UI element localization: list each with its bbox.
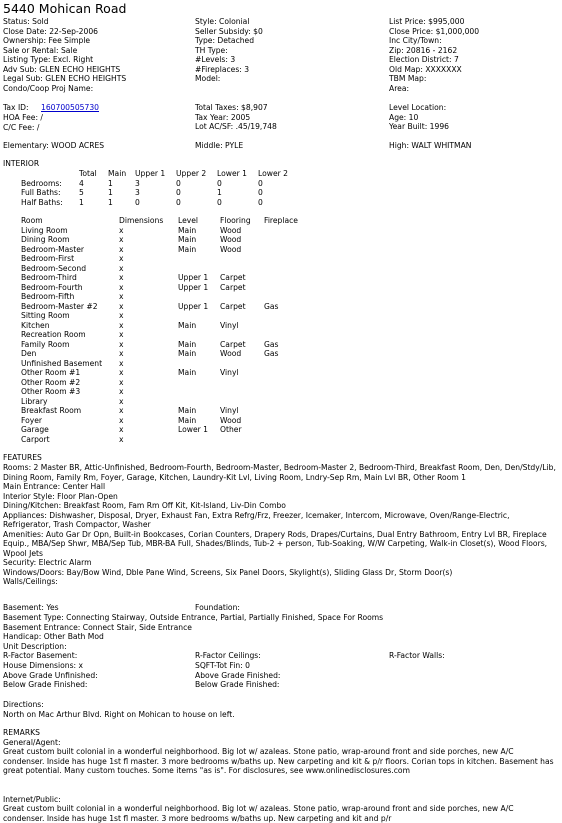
header-field: Election District: 7 [389,55,459,64]
table-cell: x [119,225,124,235]
header-field: Legal Sub: GLEN ECHO HEIGHTS [3,74,127,83]
tax-id-field [3,103,99,113]
feature-line: Interior Style: Floor Plan-Open [3,491,118,501]
table-cell: Bedroom-First [21,254,75,263]
feature-line: Amenities: Auto Gar Dr Opn, Built-in Bookcases, Corian Counters, Drapery Rods, Drapes/Curtains, Dual Entry Bathroom, Entry Lvl BR, Fireplace Equip., MBA/Sep Shwr, MBA/Sep Tub, MBR-BA Full, Shades/Blinds, Tub-2 + person, Tub-Soaking, W/W Carpeting, Walk-in Closet(s), Wood Floors, Wpool Jets [3,529,548,558]
general-agent-heading: General/Agent: [3,738,61,747]
table-cell: 0 [176,178,181,188]
table-cell: 3 [135,188,140,197]
table-cell: 0 [176,188,181,197]
table-cell: Upper 1 [178,301,209,311]
header-field: TH Type: [195,45,228,55]
tax-id-label: Tax ID: [3,103,29,112]
rfactor-ceilings-field: R-Factor Ceilings: [195,651,261,660]
basement-type-field: Basement Type: Connecting Stairway, Outside Entrance, Partial, Partially Finished, Space For Rooms [3,613,384,622]
table-cell: Wood [220,349,242,358]
basement-field: Basement: Yes [3,603,59,612]
table-cell: 0 [258,188,263,197]
table-cell: Bedroom-Third [21,273,77,282]
directions-heading: Directions: [3,700,44,709]
table-cell: x [119,263,124,273]
table-cell: Main [178,244,197,254]
tax-field: Year Built: 1996 [389,122,450,131]
header-field: Area: [389,83,410,93]
table-cell: Gas [264,301,279,311]
table-cell: x [119,377,124,387]
table-cell: Lower 1 [178,425,208,434]
table-cell: x [119,330,124,339]
table-cell: x [119,311,124,320]
table-cell: Kitchen [21,320,50,330]
table-cell: Main [178,235,197,244]
table-cell: x [119,349,124,358]
table-cell: 1 [108,188,113,197]
table-cell: Vinyl [220,368,239,377]
table-cell: Unfinished Basement [21,358,103,368]
table-cell: x [119,358,124,368]
table-cell: Carpet [220,339,246,349]
column-header: Total [79,169,97,178]
table-cell: Wood [220,415,242,425]
interior-heading: INTERIOR [3,159,40,168]
table-cell: 5 [79,188,84,197]
feature-line: Windows/Doors: Bay/Bow Wind, Dble Pane Wind, Screens, Six Panel Doors, Skylight(s), Sliding Glass Dr, Storm Door(s) [3,567,453,577]
header-field: Status: Sold [3,17,49,26]
table-cell: Main [178,225,197,235]
header-field: Adv Sub: GLEN ECHO HEIGHTS [3,64,121,74]
table-cell: x [119,320,124,330]
table-cell: 0 [176,197,181,207]
table-cell: Main [178,415,197,425]
column-header: Lower 1 [217,169,247,178]
table-cell: Main [178,368,197,377]
table-cell: x [119,244,124,254]
header-col-3 [389,17,479,93]
table-cell: 1 [217,188,222,197]
header-field: #Levels: 3 [195,55,236,64]
header-field: Seller Subsidy: $0 [195,26,263,36]
table-cell: x [119,396,124,406]
tax-field: Total Taxes: $8,907 [195,103,268,112]
column-header: Lower 2 [258,169,288,178]
table-cell: Library [21,396,48,406]
table-cell: Other [220,425,242,434]
table-cell: x [119,254,124,263]
tax-field: Age: 10 [389,112,419,122]
handicap-field: Handicap: Other Bath Mod [3,632,104,641]
header-field: TBM Map: [389,74,427,83]
table-cell: 1 [108,197,113,207]
table-cell: x [119,301,124,311]
header-col-1 [3,17,126,93]
table-cell: Main [178,349,197,358]
tax-col-2 [195,103,277,132]
school-high: High: WALT WHITMAN [389,141,472,150]
table-cell: x [119,282,124,292]
features-list [3,463,557,587]
feature-line: Walls/Ceilings: [3,577,58,586]
basement-entrance-field: Basement Entrance: Connect Stair, Side Entrance [3,623,192,632]
table-cell: x [119,387,124,396]
header-col-2 [195,17,263,84]
table-cell: Vinyl [220,406,239,415]
table-cell: 0 [258,197,263,207]
header-field: Zip: 20816 - 2162 [389,45,458,55]
rfactor-basement-field: R-Factor Basement: [3,651,78,660]
column-header: Main [108,169,127,178]
table-cell: Sitting Room [21,311,70,320]
table-cell: x [119,273,124,282]
feature-line: Main Entrance: Center Hall [3,482,106,491]
table-cell: Den [21,349,37,358]
table-cell: x [119,425,124,434]
tax-field: Lot AC/SF: .45/19,748 [195,122,277,131]
school-middle: Middle: PYLE [195,141,244,150]
header-field: Ownership: Fee Simple [3,36,91,45]
feature-line: Appliances: Dishwasher, Disposal, Dryer, Exhaust Fan, Extra Refrg/Frz, Freezer, Icemaker, Intercom, Microwave, Oven/Range-Electric, Refrigerator, Trash Compactor, Washer [3,510,510,529]
table-cell: Garage [21,425,49,434]
below-grade-unfinished-field: Below Grade Finished: [3,680,88,689]
table-cell: Vinyl [220,320,239,330]
table-cell: Bedroom-Master #2 [21,301,98,311]
table-cell: Recreation Room [21,330,86,339]
column-header: Flooring [220,216,251,225]
table-cell: x [119,292,124,301]
general-agent-text: Great custom built colonial in a wonderful neighborhood. Big lot w/ azaleas. Stone patio, wrap-around front and side porches, new A/C condenser. Inside has huge 1st fl master. 3 more bedrooms w/baths up. New carpeting and kit & p/r floors. Corian tops in kitchen. Basement has great potential. Many custom touches. Some items "as is". For disclosures, see www.onlinedisclosures.com [3,747,554,775]
table-cell: Bedrooms: [21,178,62,188]
internet-public-heading: Internet/Public: [3,795,61,804]
table-cell: Main [178,320,197,330]
table-cell: x [119,368,124,377]
header-field: Old Map: XXXXXXX [389,64,462,74]
table-cell: Other Room #3 [21,387,81,396]
tax-id-link[interactable]: 160700505730 [41,103,99,112]
column-header: Upper 2 [176,169,207,178]
header-field: #Fireplaces: 3 [195,64,250,74]
feature-line: Dining/Kitchen: Breakfast Room, Fam Rm Off Kit, Kit-Island, Liv-Din Combo [3,501,286,510]
feature-line: Security: Electric Alarm [3,558,92,567]
tax-field: Tax Year: 2005 [195,112,251,122]
table-cell: 0 [217,178,222,188]
above-grade-unfinished-field: Above Grade Unfinished: [3,671,98,680]
column-header: Room [21,216,43,225]
table-cell: x [119,406,124,415]
table-cell: Wood [220,235,242,244]
tax-field: C/C Fee: / [3,122,40,132]
table-cell: Full Baths: [21,188,61,197]
table-cell: Foyer [21,415,43,425]
directions-text: North on Mac Arthur Blvd. Right on Mohican to house on left. [3,710,235,719]
header-field: Condo/Coop Proj Name: [3,83,94,93]
table-cell: Family Room [21,339,70,349]
table-cell: Other Room #2 [21,377,81,387]
below-grade-finished-field: Below Grade Finished: [195,680,280,689]
column-header: Upper 1 [135,169,166,178]
header-field: List Price: $995,000 [389,17,465,26]
table-cell: 4 [79,178,84,188]
page-title: 5440 Mohican Road [3,1,127,16]
table-cell: Carpet [220,301,246,311]
table-cell: Upper 1 [178,282,209,292]
table-cell: Bedroom-Fifth [21,292,75,301]
table-cell: Bedroom-Second [21,263,87,273]
table-cell: Gas [264,339,279,349]
table-cell: Other Room #1 [21,368,81,377]
unit-description-field: Unit Description: [3,642,67,651]
column-header: Fireplace [264,216,298,225]
table-cell: Bedroom-Master [21,244,85,254]
table-cell: Carpet [220,273,246,282]
table-cell: Half Baths: [21,197,63,207]
column-header: Level [178,216,199,225]
school-elementary: Elementary: WOOD ACRES [3,141,105,150]
table-cell: Main [178,339,197,349]
table-cell: x [119,415,124,425]
table-cell: x [119,339,124,349]
table-cell: Main [178,406,197,415]
table-cell: 0 [135,197,140,207]
house-dimensions-field: House Dimensions: x [3,661,83,670]
foundation-field: Foundation: [195,603,240,612]
tax-col-1 [3,113,43,132]
table-cell: 1 [79,197,84,207]
header-field: Style: Colonial [195,17,250,26]
column-header: Dimensions [119,216,164,225]
table-cell: Gas [264,349,279,358]
table-cell: Carpet [220,282,246,292]
table-cell: 1 [108,178,113,188]
table-cell: x [119,235,124,244]
features-heading: FEATURES [3,453,42,462]
header-field: Listing Type: Excl. Right [3,55,94,64]
feature-line: Rooms: 2 Master BR, Attic-Unfinished, Bedroom-Fourth, Bedroom-Master, Bedroom-Master 2, Bedroom-Third, Breakfast Room, Den, Den/Stdy/Lib, Dining Room, Family Rm, Foyer, Garage, Kitchen, Laundry-Kit Lvl, Living Room, Lndry-Sep Rm, Main Lvl BR, Other Room 1 [3,463,556,482]
table-cell: Breakfast Room [21,406,82,415]
tax-col-3 [389,103,449,132]
header-field: Sale or Rental: Sale [3,45,78,55]
table-cell: Dining Room [21,235,70,244]
tax-field: Level Location: [389,103,447,112]
header-field: Model: [195,74,221,83]
table-cell: 0 [258,178,263,188]
header-field: Type: Detached [195,36,255,45]
table-cell: 3 [135,178,140,188]
table-cell: Living Room [21,225,68,235]
table-cell: Wood [220,225,242,235]
header-field: Inc City/Town: [389,36,442,45]
sqft-field: SQFT-Tot Fin: 0 [195,661,250,670]
rfactor-walls-field: R-Factor Walls: [389,651,445,660]
table-cell: Upper 1 [178,273,209,282]
table-cell: x [119,434,124,444]
internet-public-text: Great custom built colonial in a wonderful neighborhood. Big lot w/ azaleas. Stone patio, wrap-around front and side porches, new A/C condenser. Inside has huge 1st fl master. 3 more bedrooms w/baths up. New carpeting and kit and p/r [3,804,514,823]
tax-field: HOA Fee: / [3,113,43,122]
table-cell: 0 [217,197,222,207]
header-field: Close Date: 22-Sep-2006 [3,26,99,36]
table-cell: Bedroom-Fourth [21,282,83,292]
remarks-heading: REMARKS [3,728,40,737]
table-cell: Wood [220,244,242,254]
above-grade-finished-field: Above Grade Finished: [195,671,281,680]
header-field: Close Price: $1,000,000 [389,26,480,36]
table-cell: Carport [21,434,50,444]
